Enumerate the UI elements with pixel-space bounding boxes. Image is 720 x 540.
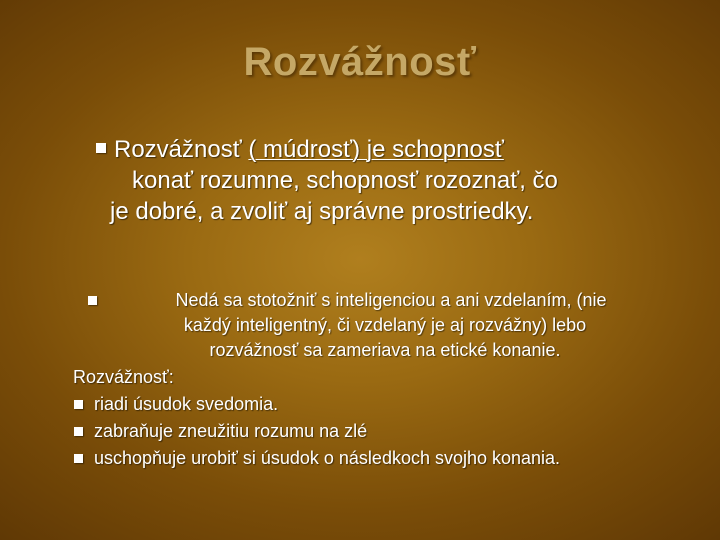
square-bullet-icon bbox=[88, 296, 97, 305]
note-line-1: Nedá sa stotožniť s inteligenciou a ani vzdelaním, (nie bbox=[175, 290, 607, 310]
summary-item-text: zabraňuje zneužitiu rozumu na zlé bbox=[94, 421, 368, 441]
summary-list-item bbox=[73, 445, 693, 472]
summary-item-text: riadi úsudok svedomia. bbox=[94, 394, 279, 414]
summary-list-item bbox=[73, 391, 693, 418]
main-point-line-3: je dobré, a zvoliť aj správne prostriedky. bbox=[110, 198, 534, 225]
main-point-definition-start: ( múdrosť) je schopnosť bbox=[248, 136, 504, 163]
square-bullet-icon bbox=[74, 400, 83, 409]
main-point-line-1 bbox=[96, 134, 686, 165]
summary-item-text: uschopňuje urobiť si úsudok o následkoch svojho konania. bbox=[94, 448, 561, 468]
summary-list-item bbox=[73, 418, 693, 445]
note-bullet-point bbox=[80, 288, 680, 363]
note-line-2: každý inteligentný, či vzdelaný je aj rozvážny) lebo bbox=[183, 315, 587, 335]
note-line-3: rozvážnosť sa zameriava na etické konanie. bbox=[209, 340, 561, 360]
main-bullet-point bbox=[96, 134, 686, 227]
square-bullet-icon bbox=[74, 427, 83, 436]
main-point-term: Rozvážnosť bbox=[114, 136, 249, 163]
slide-title: Rozvážnosť bbox=[243, 40, 477, 84]
summary-heading: Rozvážnosť: bbox=[73, 367, 174, 387]
square-bullet-icon bbox=[74, 454, 83, 463]
square-bullet-icon bbox=[96, 143, 106, 153]
main-point-line-2: konať rozumne, schopnosť rozoznať, čo bbox=[132, 167, 558, 194]
summary-block bbox=[73, 364, 693, 472]
